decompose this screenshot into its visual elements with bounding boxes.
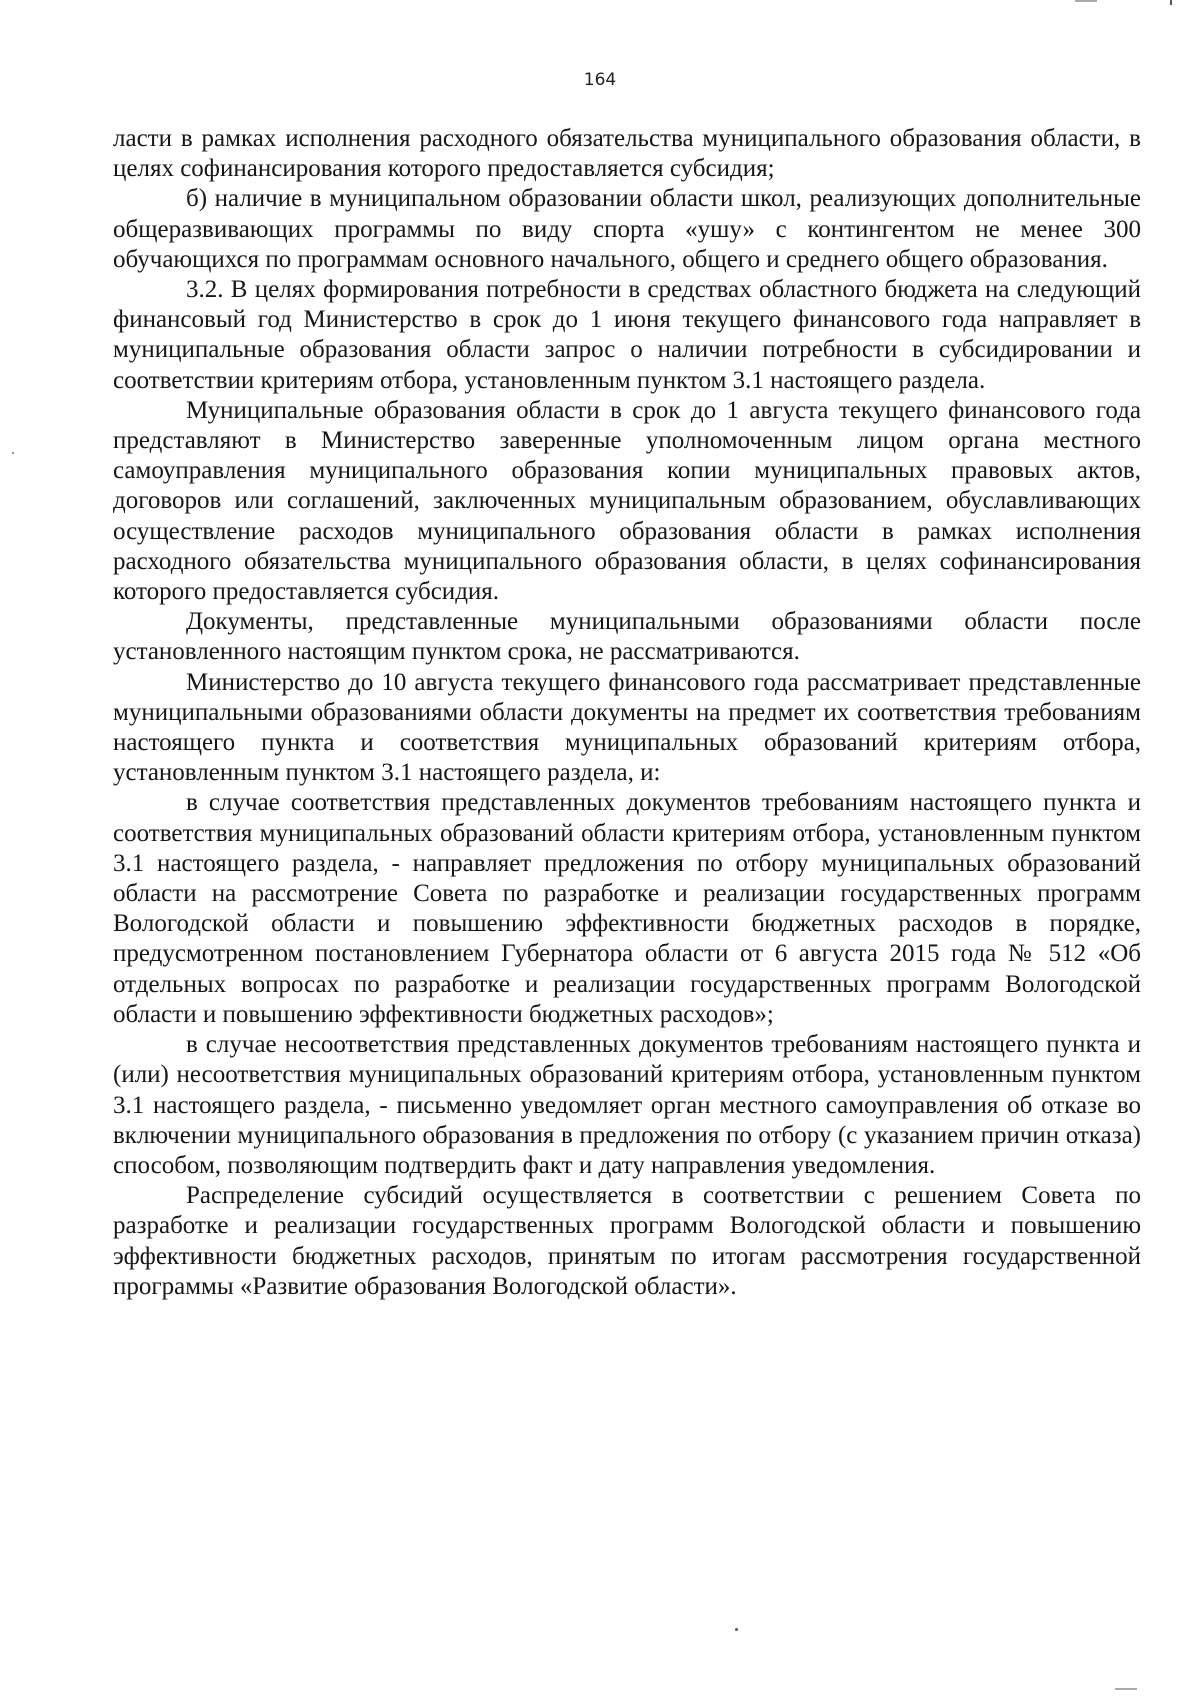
scan-artifact [735,1628,738,1631]
paragraph: Муниципальные образования области в срок до 1 августа текущего финансового года представляют в Министерство заверенные уполномоченным лицом органа местного самоуправления муниципального образования копии муниципальных правовых актов, договоров или соглашений, заключенных муниципальным образованием, обуславливающих осуществление расходов муниципального образования области в рамках исполнения расходного обязательства муниципального образования области, в целях софинансирования которого предоставляется субсидия. [113,396,1141,606]
scan-artifact [1075,0,1097,2]
page-number: 164 [583,70,617,90]
paragraph: Документы, представленные муниципальными образованиями области после установленного настоящим пунктом срока, не рассматриваются. [113,608,1141,666]
paragraph: Распределение субсидий осуществляется в соответствии с решением Совета по разработке и реализации государственных программ Вологодской области и повышению эффективности бюджетных расходов, принятым по итогам рассмотрения государственной программы «Развитие образования Вологодской области». [113,1182,1141,1300]
document-body [113,124,1141,1302]
paragraph: Министерство до 10 августа текущего финансового года рассматривает представленные муниципальными образованиями области документы на предмет их соответствия требованиям настоящего пункта и соответствия муниципальных образований критериям отбора, установленным пунктом 3.1 настоящего раздела, и: [113,668,1141,787]
scan-artifact [1170,0,1172,5]
scan-artifact [1115,1688,1137,1690]
paragraph: 3.2. В целях формирования потребности в средствах областного бюджета на следующий финансовый год Министерство в срок до 1 июня текущего финансового года направляет в муниципальные образования области запрос о наличии потребности в субсидировании и соответствии критериям отбора, установленным пунктом 3.1 настоящего раздела. [113,276,1141,394]
paragraph: ласти в рамках исполнения расходного обязательства муниципального образования области, в целях софинансирования которого предоставляется субсидия; [113,125,1141,183]
paragraph: в случае несоответствия представленных документов требованиям настоящего пункта и (или) несоответствия муниципальных образований критериям отбора, установленным пунктом 3.1 настоящего раздела, - письменно уведомляет орган местного самоуправления об отказе во включении муниципального образования в предложения по отбору (с указанием причин отказа) способом, позволяющим подтвердить факт и дату направления уведомления. [113,1031,1141,1179]
scan-artifact [12,452,14,454]
paragraph: в случае соответствия представленных документов требованиям настоящего пункта и соответствия муниципальных образований области критериям отбора, установленным пунктом 3.1 настоящего раздела, - направляет предложения по отбору муниципальных образований области на рассмотрение Совета по разработке и реализации государственных программ Вологодской области и повышению эффективности бюджетных расходов в порядке, предусмотренном постановлением Губернатора области от 6 августа 2015 года № 512 «Об отдельных вопросах по разработке и реализации государственных программ Вологодской области и повышению эффективности бюджетных расходов»; [113,789,1141,1028]
paragraph: б) наличие в муниципальном образовании области школ, реализующих дополнительные общеразвивающих программы по виду спорта «ушу» с контингентом не менее 300 обучающихся по программам основного начального, общего и среднего общего образования. [113,185,1141,273]
